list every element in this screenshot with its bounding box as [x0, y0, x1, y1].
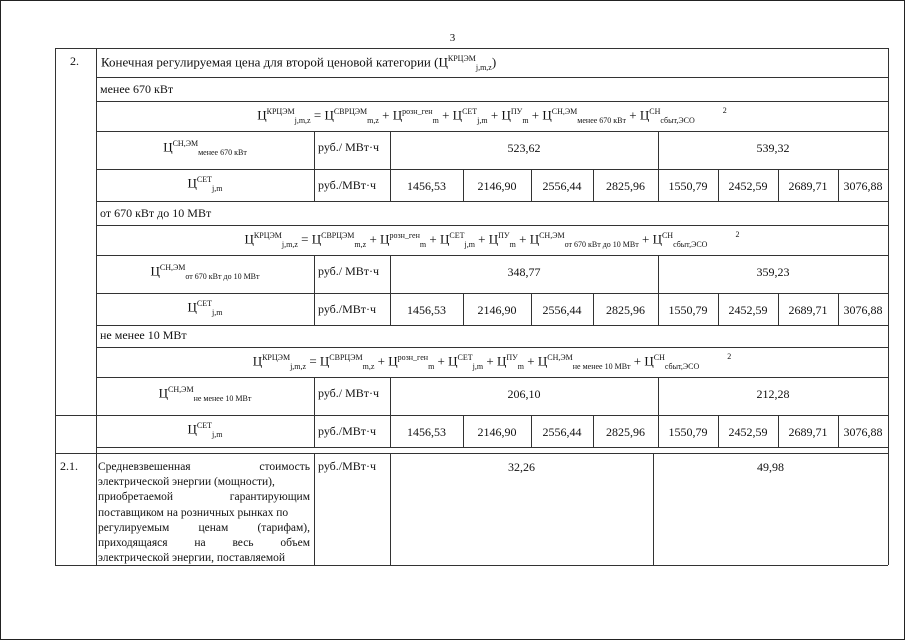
set-value: 2556,44: [542, 303, 582, 317]
sn-value-1: 348,77: [507, 265, 541, 279]
group-formula: $Ц^{КРЦЭМ}_{j,m,z} = Ц^{СВРЦЭМ}_{m,z} + Ц^{розн\_ген}_m + Ц^{СЕТ}_{j,m} + Ц^{ПУ}_m + Ц^{СН,ЭМ}_{от 670 кВт до 10 МВт} + Ц^{СН}_{сбыт,ЭСО}^2$: [244, 230, 740, 249]
set-value: 2689,71: [788, 179, 828, 193]
section-21-number: 2.1.: [60, 459, 78, 473]
group-label: менее 670 кВт: [100, 82, 174, 96]
set-symbol: $Ц^{СЕТ}_{j,m}$: [187, 299, 223, 317]
sn-value-2: 212,28: [756, 387, 790, 401]
set-value: 2689,71: [788, 425, 828, 439]
table-right-border: [888, 48, 889, 565]
section-21-value-2: 49,98: [757, 460, 784, 474]
table-left-border: [55, 48, 56, 565]
set-value: 1550,79: [668, 303, 708, 317]
set-value: 2452,59: [728, 179, 768, 193]
set-value: 2825,96: [606, 303, 645, 317]
sn-unit: руб./ МВт·ч: [318, 264, 380, 278]
group-formula: $Ц^{КРЦЭМ}_{j,m,z} = Ц^{СВРЦЭМ}_{m,z} + Ц^{розн\_ген}_m + Ц^{СЕТ}_{j,m} + Ц^{ПУ}_m + Ц^{СН,ЭМ}_{не менее 10 МВт} + Ц^{СН}_{сбыт,ЭСО}^2$: [252, 352, 732, 371]
sn-value-2: 359,23: [756, 265, 790, 279]
set-value: 1456,53: [407, 425, 446, 439]
group-label: не менее 10 МВт: [100, 328, 187, 342]
sn-symbol: $Ц^{СН,ЭМ}_{менее 670 кВт}$: [163, 139, 247, 157]
set-value: 1456,53: [407, 303, 446, 317]
set-value: 2825,96: [606, 425, 645, 439]
set-unit: руб./МВт·ч: [318, 424, 377, 438]
set-value: 2556,44: [542, 425, 582, 439]
sn-value-1: 523,62: [507, 141, 541, 155]
set-value: 2689,71: [788, 303, 828, 317]
set-value: 2146,90: [477, 179, 517, 193]
set-value: 1550,79: [668, 179, 708, 193]
set-value: 2452,59: [728, 303, 768, 317]
set-value: 1550,79: [668, 425, 708, 439]
set-value: 2146,90: [477, 425, 517, 439]
set-value: 2825,96: [606, 179, 645, 193]
sn-value-1: 206,10: [507, 387, 541, 401]
sn-value-2: 539,32: [756, 141, 790, 155]
sn-unit: руб./ МВт·ч: [318, 140, 380, 154]
set-unit: руб./МВт·ч: [318, 178, 377, 192]
section-21-description: Средневзвешенная стоимость электрической энергии (мощности), приобретаемой гарантирующим поставщиком на розничных рынках по регулируемым ценам (тарифам), приходящаяся на весь объем электрической энергии, поставляемой: [98, 461, 310, 565]
section-21-value-1: 32,26: [508, 460, 535, 474]
table-top-border: [55, 48, 888, 49]
sn-symbol: $Ц^{СН,ЭМ}_{от 670 кВт до 10 МВт}$: [150, 263, 260, 281]
group-formula: $Ц^{КРЦЭМ}_{j,m,z} = Ц^{СВРЦЭМ}_{m,z} + Ц^{розн\_ген}_m + Ц^{СЕТ}_{j,m} + Ц^{ПУ}_m + Ц^{СН,ЭМ}_{менее 670 кВт} + Ц^{СН}_{сбыт,ЭСО}^2$: [257, 106, 727, 125]
set-value: 2146,90: [477, 303, 517, 317]
section-2-number: 2.: [70, 54, 79, 68]
set-value: 2556,44: [542, 179, 582, 193]
group-label: от 670 кВт до 10 МВт: [100, 206, 212, 220]
sn-symbol: $Ц^{СН,ЭМ}_{не менее 10 МВт}$: [158, 385, 252, 403]
page-number: 3: [449, 32, 456, 44]
set-value: 3076,88: [843, 303, 883, 317]
section-2-title: Конечная регулируемая цена для второй ценовой категории $(Ц^{КРЦЭМ}_{j,m,z})$: [101, 54, 497, 72]
set-symbol: $Ц^{СЕТ}_{j,m}$: [187, 175, 223, 193]
set-value: 3076,88: [843, 425, 883, 439]
set-value: 1456,53: [407, 179, 446, 193]
set-value: 3076,88: [843, 179, 883, 193]
set-value: 2452,59: [728, 425, 768, 439]
table-bottom-border: [55, 565, 888, 566]
sn-unit: руб./ МВт·ч: [318, 386, 380, 400]
section-21-unit: руб./МВт·ч: [318, 459, 377, 473]
set-symbol: $Ц^{СЕТ}_{j,m}$: [187, 421, 223, 439]
set-unit: руб./МВт·ч: [318, 302, 377, 316]
